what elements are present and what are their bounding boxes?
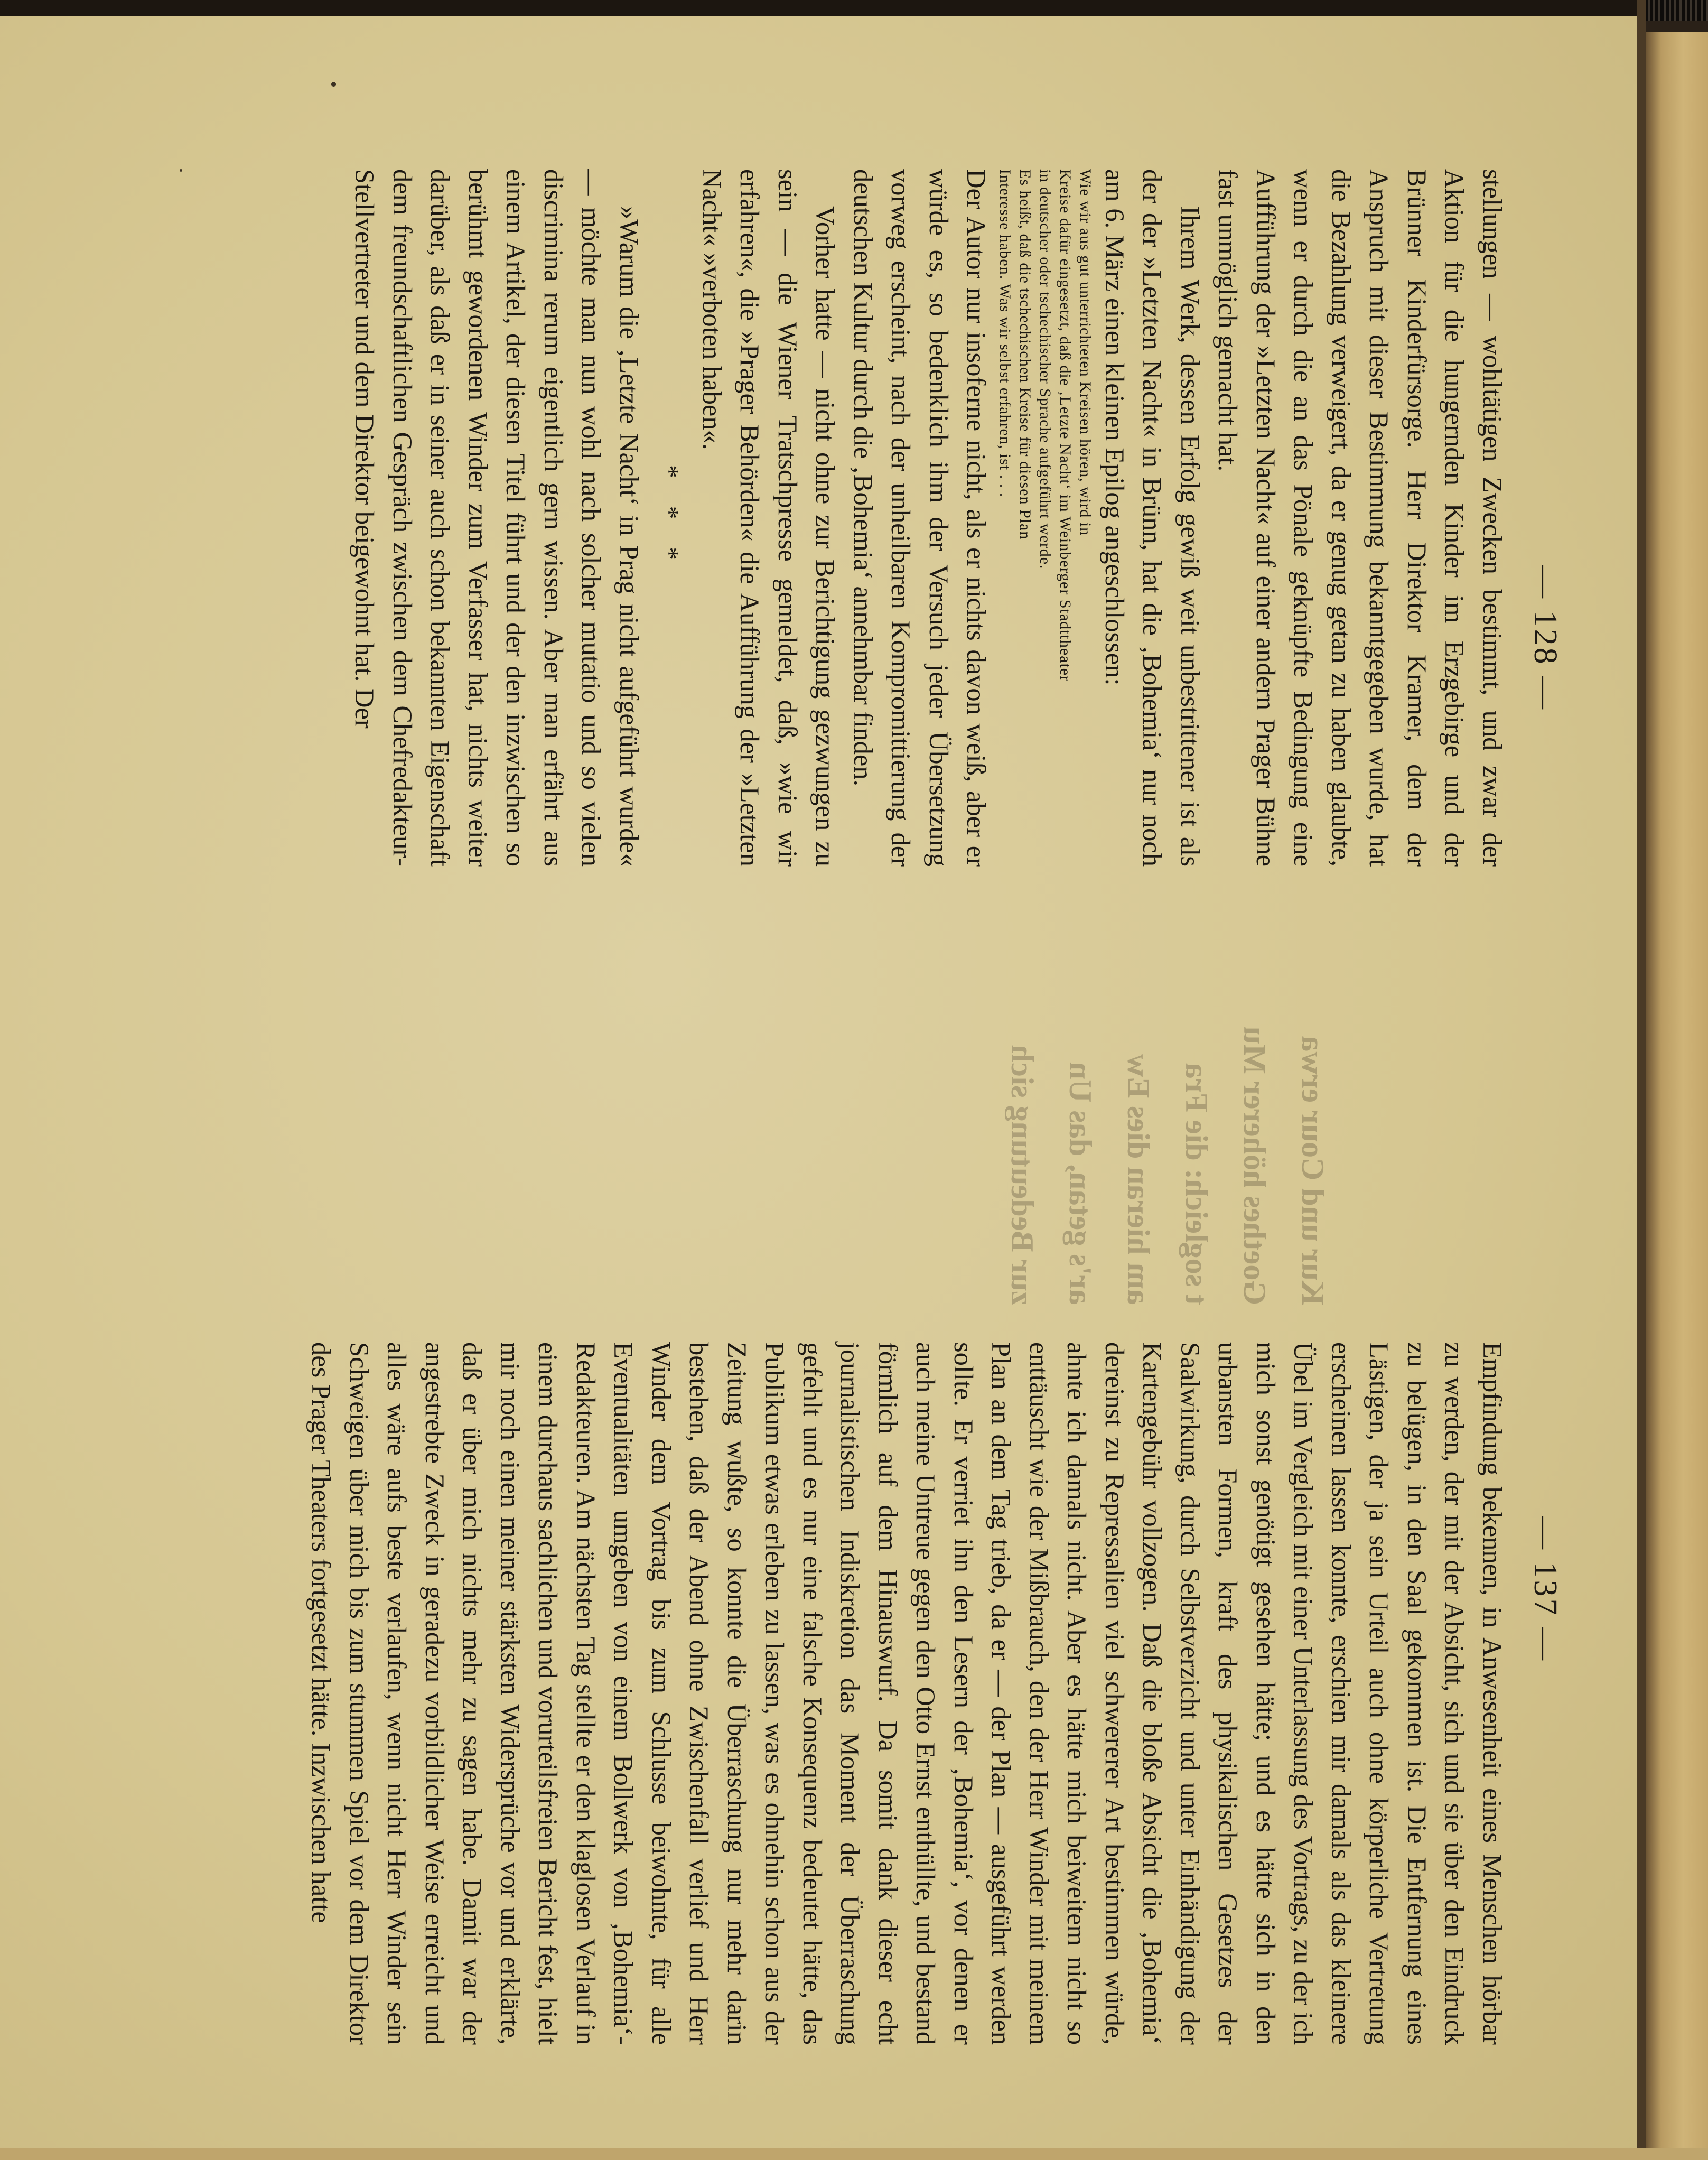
page-number-right: — 137 — — [1527, 1516, 1563, 1662]
quoted-notice — [995, 169, 1096, 867]
bleed-through-text — [993, 872, 1342, 1305]
quote-line: Kreise dafür eingesetzt, daß die ‚Letzte Nacht‘ im Weinberger Stadttheater — [1057, 169, 1075, 682]
paragraph: stellungen — wohltätigen Zwecken bestimmt, und zwar der Aktion für die hungernden Kinder im Erzgebirge und der Brünner Kinderfürsorge. Herr Direktor Kramer, dem der Anspruch mit dieser Bestimmung bekanntgegeben wurde, hat die Bezahlung verweigert, da er genug getan zu haben glaubte, wenn er durch die an das Pönale geknüpfte Bedingung eine Aufführung der »Letzten Nacht« auf einer andern Prager Bühne fast unmöglich gemacht hat. — [1213, 169, 1507, 867]
bleed-line: ar's getan, das Un — [1063, 1062, 1098, 1305]
paragraph: »Warum die ‚Letzte Nacht‘ in Prag nicht aufgeführt wurde« — möchte man nun wohl nach solcher mutatio und so vielen discrimina rerum eigentlich gern wissen. Aber man erfährt aus einem Artikel, der diesen Titel führt und der den inzwischen so berühmt gewordenen Winder zum Verfasser hat, nichts weiter darüber, als daß er in seiner auch schon bekannten Eigenschaft dem freundschaftlichen Gespräch zwischen dem Chefredakteur-Stellvertreter und dem Direktor beigewohnt hat. Der — [350, 169, 644, 867]
paragraph: Der Autor nur insoferne nicht, als er nichts davon weiß, aber er würde es, so bedenklich ihm der Versuch jeder Übersetzung vorweg erscheint, nach der unheilbaren Kompromittierung der deutschen Kultur durch die ‚Bohemia‘ annehmbar finden. — [848, 169, 992, 867]
quote-line: Interesse haben. Was wir selbst erfahren, ist . . . — [996, 169, 1014, 498]
dust-speck — [180, 169, 182, 172]
quote-line: Wie wir aus gut unterrichteten Kreisen hören, wird in — [1077, 169, 1095, 536]
rotated-spread — [248, 169, 1569, 2045]
page-number-left: — 128 — — [1527, 565, 1563, 711]
right-page-column — [302, 1342, 1511, 2045]
bleed-line: t sogleich: die Fra — [1179, 1063, 1214, 1305]
scan-color-bar — [1639, 0, 1708, 21]
left-page-column — [346, 169, 1511, 867]
book-spread — [248, 169, 1569, 2045]
paragraph: Empfindung bekennen, in Anwesenheit eines Menschen hörbar zu werden, der mit der Absicht, sich und sie über den Eindruck zu belügen, in den Saal gekommen ist. Die Entfernung eines Lästigen, der ja sein Urteil auch ohne körperliche Vertretung erscheinen lassen konnte, erschien mir damals als das kleinere Übel im Vergleich mit einer Unterlassung des Vortrags, zu der ich mich sonst genötigt gesehen hätte; und es hätte sich in den urbansten Formen, kraft des physikalischen Gesetzes der Saalwirkung, durch Selbstverzicht und unter Einhändigung der Kartengebühr vollzogen. Daß die bloße Absicht die ‚Bohemia‘ dereinst zu Repressalien viel schwererer Art bestimmen würde, ahnte ich damals nicht. Aber es hätte mich beiweitem nicht so enttäuscht wie der Mißbrauch, den der Herr Winder mit meinem Plan an dem Tag trieb, da er — der Plan — ausgeführt werden sollte. Er verriet ihn den Lesern der ‚Bohemia‘, vor denen er auch meine Untreue gegen den Otto Ernst enthüllte, und bestand förmlich auf dem Hinauswurf. Da somit dank dieser echt journalistischen Indiskretion das Moment der Überraschung gefehlt und es nur eine falsche Konsequenz bedeutet hätte, das Publikum etwas erleben zu lassen, was es ohnehin schon aus der Zeitung wußte, so konnte die Überraschung nur mehr darin bestehen, daß der Abend ohne Zwischenfall verlief und Herr Winder dem Vortrag bis zum Schlusse beiwohnte, für alle Eventualitäten umgeben von einem Bollwerk von ‚Bohemia‘-Redakteuren. Am nächsten Tag stellte er den klaglosen Verlauf in einem durchaus sachlichen und vorurteilsfreien Bericht fest, hielt mir noch einen meiner stärksten Widersprüche vor und erklärte, daß er über mich nichts mehr zu sagen habe. Damit war der angestrebte Zweck in geradezu vorbildlicher Weise erreicht und alles wäre aufs beste verlaufen, wenn nicht Herr Winder sein Schweigen über mich bis zum stummen Spiel vor dem Direktor des Prager Theaters fortgesetzt hätte. Inzwischen hatte — [306, 1342, 1507, 2045]
page-bottom-edge — [0, 2148, 1708, 2160]
bleed-line: am hieran dies Ew — [1121, 1054, 1156, 1305]
paragraph: Ihrem Werk, dessen Erfolg gewiß weit unbestrittener ist als der der »Letzten Nacht« in Brünn, hat die ‚Bohemia‘ nur noch am 6. März einen kleinen Epilog angeschlossen: — [1100, 169, 1205, 867]
dust-speck — [331, 82, 336, 87]
page-gutter — [1637, 0, 1646, 2160]
quote-line: Es heißt, daß die tschechischen Kreise für diesen Plan — [1016, 169, 1034, 540]
bleed-line: zur Bedeutung sich — [1005, 1045, 1040, 1305]
bleed-line: Kur und Cour erwa — [1295, 1036, 1330, 1305]
paragraph: Vorher hatte — nicht ohne zur Berichtigung gezwungen zu sein — die Wiener Tratschpresse gemeldet, daß, »wie wir erfahren«, die »Prager Behörden« die Aufführung der »Letzten Nacht« »verboten haben«. — [697, 169, 841, 867]
scan-top-edge — [0, 0, 1708, 16]
bleed-line: Goethes höherer Mu — [1237, 1026, 1272, 1305]
next-page-edge — [1646, 32, 1708, 2160]
quote-line: in deutscher oder tschechischer Sprache aufgeführt werde. — [1037, 169, 1054, 570]
section-separator: * * * — [655, 465, 685, 571]
